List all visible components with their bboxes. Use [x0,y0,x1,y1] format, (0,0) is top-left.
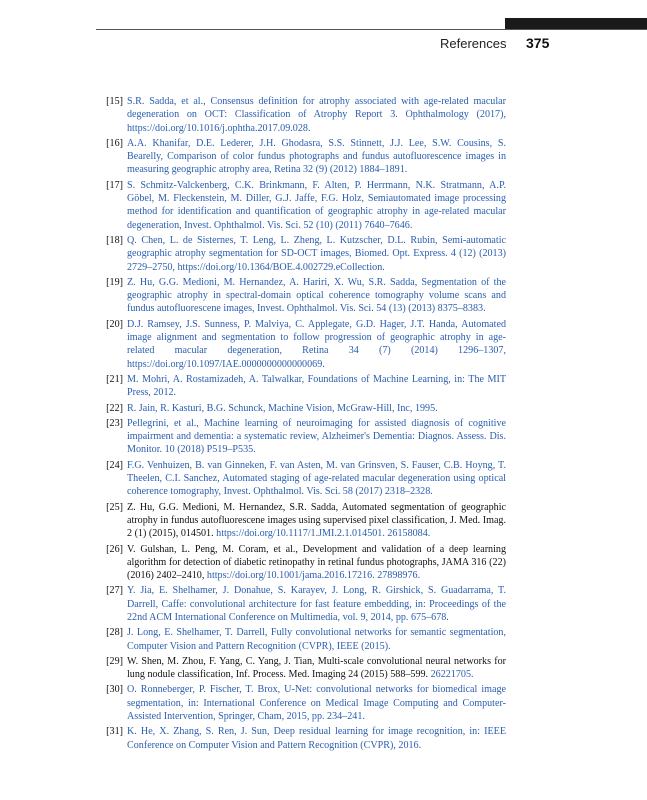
running-title: References [440,36,507,51]
reference-text[interactable]: R. Jain, R. Kasturi, B.G. Schunck, Machine Vision, McGraw-Hill, Inc, 1995. [127,402,438,414]
reference-number: [24] [106,459,123,471]
reference-number: [27] [106,585,123,597]
reference-item [96,318,506,371]
reference-number: [29] [106,655,123,667]
reference-text[interactable]: F.G. Venhuizen, B. van Ginneken, F. van Asten, M. van Grinsven, S. Fauser, C.B. Hoyng, T. Theelen, C.I. Sanchez, Automated staging of age-related macular degeneration using optical coherence tomography, Invest. Ophthalmol. Vis. Sci. 58 (2017) 2318–2328. [127,459,506,498]
reference-list [96,95,506,754]
reference-text-block [127,683,506,723]
reference-number: [26] [106,543,123,555]
reference-number: [16] [106,137,123,149]
reference-text[interactable]: Pellegrini, et al., Machine learning of neuroimaging for assisted diagnosis of cognitive impairment and dementia: a systematic review, Alzheimer's Dementia: Diagnos. Assess. Dis. Monitor. 10 (2018) P519–P535. [127,417,506,456]
reference-text[interactable]: S. Schmitz-Valckenberg, C.K. Brinkmann, F. Alten, P. Herrmann, N.K. Stratmann, A.P. Göbel, M. Fleckenstein, M. Diller, G.J. Jaffe, F.G. Holz, Semiautomated image processing method for identification and quantification of geographic atrophy in age-related macular degeneration, Invest. Ophthalmol. Vis. Sci. 52 (10) (2011) 7640–7646. [127,179,506,231]
page-number: 375 [526,35,550,51]
reference-number: [28] [106,627,123,639]
reference-link[interactable]: 26221705. [430,669,474,681]
reference-text[interactable]: Y. Jia, E. Shelhamer, J. Donahue, S. Karayev, J. Long, R. Girshick, S. Guadarrama, T. Darrell, Caffe: convolutional architecture for fast feature embedding, in: Proceedings of the 22nd ACM International Conference on Multimedia, vol. 9, 2014, pp. 675–678. [127,585,506,623]
reference-text-block [127,179,506,232]
reference-text[interactable]: Q. Chen, L. de Sisternes, T. Leng, L. Zheng, L. Kutzscher, D.L. Rubin, Semi-automatic geographic atrophy segmentation for SD-OCT images, Biomed. Opt. Express. 4 (12) (2013) 2729–2750, https://doi.org/10.1364/BOE.4.002729.eCollection. [127,234,506,273]
reference-number: [21] [106,373,123,385]
reference-text-block [127,543,506,583]
reference-text[interactable]: O. Ronneberger, P. Fischer, T. Brox, U-Net: convolutional networks for biomedical image segmentation, in: International Conference on Medical Image Computing and Computer-Assisted Intervention, Springer, Cham, 2015, pp. 234–241. [127,684,506,723]
reference-text-block [127,402,506,415]
reference-item [96,543,506,583]
reference-item [96,417,506,457]
reference-text-block [127,318,506,371]
reference-text-block [127,501,506,541]
reference-number: [19] [106,276,123,288]
reference-text[interactable]: Z. Hu, G.G. Medioni, M. Hernandez, A. Hariri, X. Wu, S.R. Sadda, Segmentation of the geographic atrophy in spectral-domain optical coherence tomography volume scans and fundus autofluorescene images, Invest. Ophthalmol. Vis. Sci. 54 (13) (2013) 8375–8383. [127,276,506,315]
reference-item [96,276,506,316]
reference-item [96,137,506,177]
reference-item [96,584,506,624]
reference-text-block [127,137,506,177]
reference-number: [17] [106,179,123,191]
reference-number: [30] [106,684,123,696]
reference-item [96,683,506,723]
reference-text-block [127,725,506,752]
reference-text-block [127,655,506,682]
reference-text-block [127,459,506,499]
reference-number: [18] [106,234,123,246]
reference-text[interactable]: A.A. Khanifar, D.E. Lederer, J.H. Ghodasra, S.S. Stinnett, J.J. Lee, S.W. Cousins, S. Bearelly, Comparison of color fundus photographs and fundus autofluorescence images in measuring geographic atrophy area, Retina 32 (9) (2012) 1884–1891. [127,137,506,176]
reference-text-block [127,95,506,135]
reference-number: [15] [106,96,123,107]
reference-item [96,373,506,400]
reference-text-block [127,234,506,274]
reference-number: [20] [106,318,123,330]
reference-text: W. Shen, M. Zhou, F. Yang, C. Yang, J. Tian, Multi-scale convolutional neural networks for lung nodule classification, Inf. Process. Med. Imaging 24 (2015) 588–599. [127,655,506,681]
reference-item [96,95,506,135]
reference-text-block [127,626,506,653]
reference-number: [31] [106,726,123,738]
reference-item [96,179,506,232]
reference-item [96,402,506,415]
reference-item [96,234,506,274]
reference-item [96,626,506,653]
reference-link[interactable]: https://doi.org/10.1001/jama.2016.17216. 27898976. [206,570,421,582]
reference-text-block [127,417,506,457]
reference-text: Z. Hu, G.G. Medioni, M. Hernandez, S.R. Sadda, Automated segmentation of geographic atrophy in fundus autofluorescene images using supervised pixel classification, J. Med. Imag. 2 (1) (2015), 014501. [127,501,506,540]
reference-text[interactable]: S.R. Sadda, et al., Consensus definition for atrophy associated with age-related macular degeneration on OCT: Classification of Atrophy Report 3. Ophthalmology (2017), https://doi.org/10.1016/j.ophtha.2017.09.028. [127,96,506,134]
reference-item [96,459,506,499]
reference-number: [25] [106,501,123,513]
reference-item [96,501,506,541]
reference-number: [22] [106,402,123,414]
reference-number: [23] [106,417,123,429]
reference-text-block [127,276,506,316]
reference-text-block [127,373,506,400]
header-rule [96,29,647,30]
header-bar [505,18,647,29]
reference-item [96,725,506,752]
reference-link[interactable]: https://doi.org/10.1117/1.JMI.2.1.014501. 26158084. [216,528,431,540]
reference-text[interactable]: D.J. Ramsey, J.S. Sunness, P. Malviya, C. Applegate, G.D. Hager, J.T. Handa, Automated image alignment and segmentation to follow progression of geographic atrophy in age-related macular degeneration, Retina 34 (7) (2014) 1296–1307, https://doi.org/10.1097/IAE.0000000000000069. [127,318,506,370]
reference-text[interactable]: M. Mohri, A. Rostamizadeh, A. Talwalkar, Foundations of Machine Learning, in: The MIT Press, 2012. [127,373,506,399]
reference-item [96,655,506,682]
reference-text-block [127,584,506,624]
reference-text[interactable]: K. He, X. Zhang, S. Ren, J. Sun, Deep residual learning for image recognition, in: IEEE Conference on Computer Vision and Pattern Recognition (CVPR), 2016. [127,726,506,751]
reference-text[interactable]: J. Long, E. Shelhamer, T. Darrell, Fully convolutional networks for semantic segmentation, Computer Vision and Pattern Recognition (CVPR), IEEE (2015). [127,627,506,652]
reference-text: V. Gulshan, L. Peng, M. Coram, et al., Development and validation of a deep learning algorithm for detection of diabetic retinopathy in retinal fundus photographs, JAMA 316 (22) (2016) 2402–2410, [127,543,506,582]
